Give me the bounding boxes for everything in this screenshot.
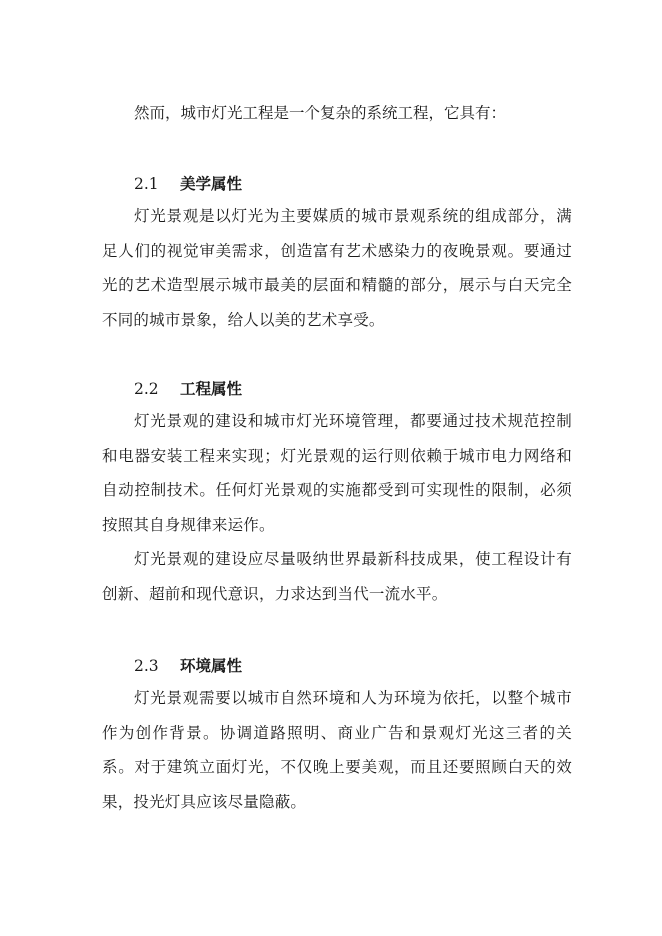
section-paragraph: 灯光景观是以灯光为主要媒质的城市景观系统的组成部分，满足人们的视觉审美需求，创造富有艺术感染力的夜晚景观。要通过光的艺术造型展示城市最美的层面和精髓的部分，展示与白天完全不同的城市景象，给人以美的艺术享受。	[102, 207, 572, 329]
section-heading-2-2	[134, 378, 242, 400]
section-title: 环境属性	[180, 657, 243, 675]
section-heading-2-3	[134, 655, 242, 677]
section-paragraph: 灯光景观的建设应尽量吸纳世界最新科技成果，使工程设计有创新、超前和现代意识，力求达到当代一流水平。	[102, 550, 572, 603]
section-paragraph: 灯光景观的建设和城市灯光环境管理，都要通过技术规范控制和电器安装工程来实现；灯光景观的运行则依赖于城市电力网络和自动控制技术。任何灯光景观的实施都受到可实现性的限制，必须按照其自身规律来运作。	[102, 412, 572, 534]
intro-text: 然而，城市灯光工程是一个复杂的系统工程，它具有：	[134, 104, 507, 122]
section-heading-2-1	[134, 173, 242, 195]
section-number: 2.3	[134, 657, 159, 675]
section-number: 2.2	[134, 380, 159, 398]
section-paragraph: 灯光景观需要以城市自然环境和人为环境为依托，以整个城市作为创作背景。协调道路照明、商业广告和景观灯光这三者的关系。对于建筑立面灯光，不仅晚上要美观，而且还要照顾白天的效果，投光灯具应该尽量隐蔽。	[102, 689, 572, 811]
section-title: 美学属性	[180, 175, 243, 193]
section-title: 工程属性	[180, 380, 243, 398]
section-number: 2.1	[134, 175, 159, 193]
